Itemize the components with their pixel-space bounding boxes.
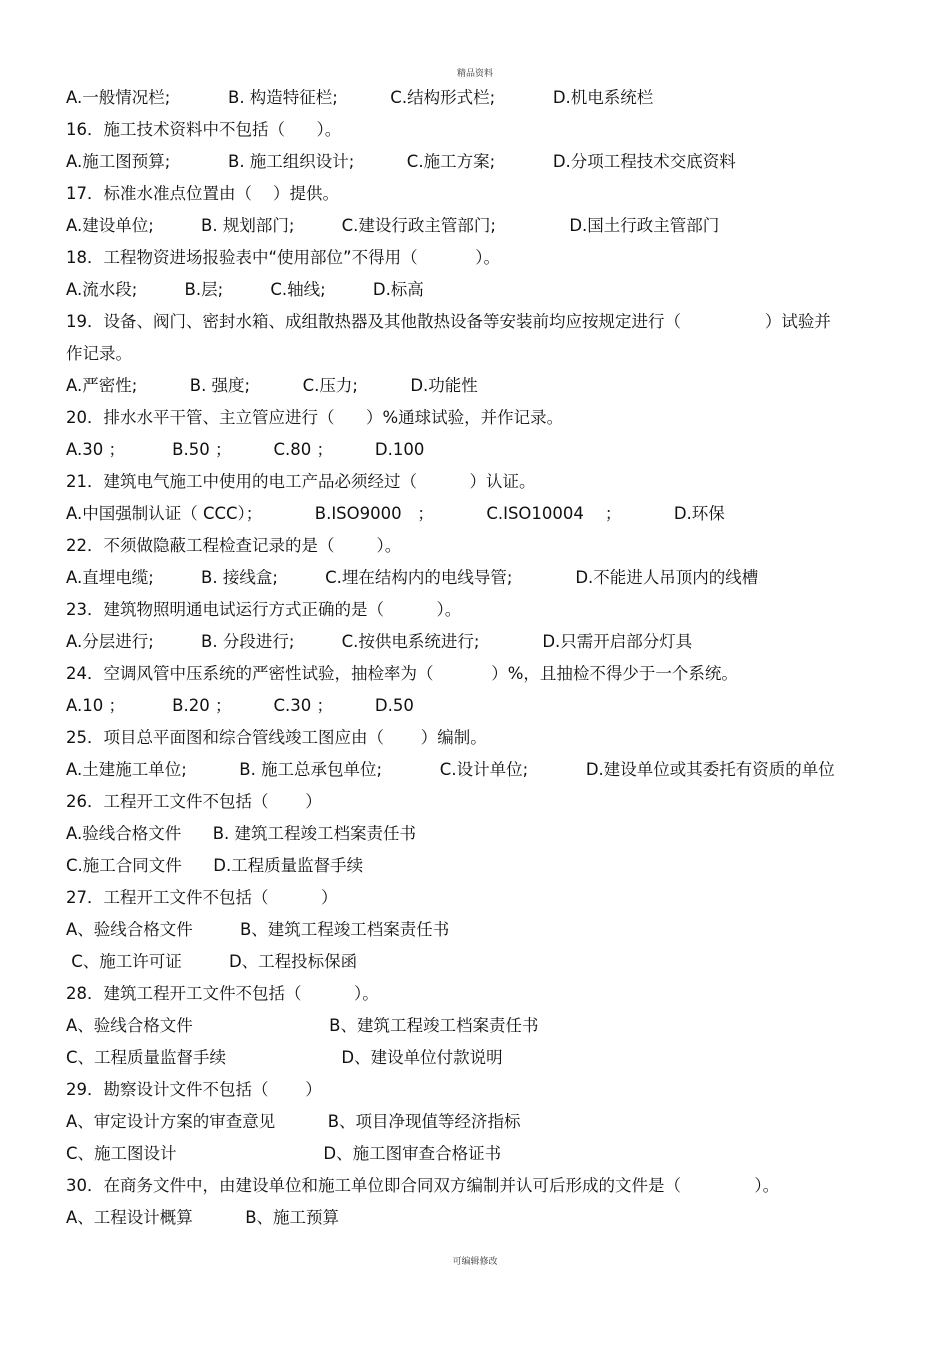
text-line: A.中国强制认证（ CCC）； B.ISO9000 ； C.ISO10004 ； D.环保 — [66, 504, 725, 523]
question-27: 27．工程开工文件不包括（ ） — [66, 888, 338, 907]
question-28: 28．建筑工程开工文件不包括（ ）。 — [66, 984, 379, 1003]
text-line: A.流水段; B.层; C.轴线; D.标高 — [66, 280, 424, 299]
page-footer: 可编辑修改 — [452, 1257, 498, 1267]
question-19: 19．设备、阀门、密封水箱、成组散热器及其他散热设备等安装前均应按规定进行（ ）试验并 — [66, 312, 831, 331]
text-line: A.土建施工单位; B. 施工总承包单位; C.设计单位; D.建设单位或其委托有资质的单位 — [66, 760, 835, 779]
text-line: A、验线合格文件 B、建筑工程竣工档案责任书 — [66, 1016, 539, 1035]
question-23: 23．建筑物照明通电试运行方式正确的是（ ）。 — [66, 600, 462, 619]
question-17: 17．标准水准点位置由（ ）提供。 — [66, 184, 339, 203]
text-line: A.施工图预算; B. 施工组织设计; C.施工方案; D.分项工程技术交底资料 — [66, 152, 736, 171]
question-22: 22．不须做隐蔽工程检查记录的是（ ）。 — [66, 536, 402, 555]
page-header: 精品资料 — [456, 69, 493, 79]
question-30: 30．在商务文件中，由建设单位和施工单位即合同双方编制并认可后形成的文件是（ ）。 — [66, 1176, 780, 1195]
text-line: C、工程质量监督手续 D、建设单位付款说明 — [66, 1048, 503, 1067]
question-16: 16．施工技术资料中不包括（ ）。 — [66, 120, 342, 139]
question-29: 29．勘察设计文件不包括（ ） — [66, 1080, 322, 1099]
text-line: A.分层进行; B. 分段进行; C.按供电系统进行; D.只需开启部分灯具 — [66, 632, 693, 651]
question-18: 18．工程物资进场报验表中“使用部位”不得用（ ）。 — [66, 248, 501, 267]
text-line: A、审定设计方案的审查意见 B、项目净现值等经济指标 — [66, 1112, 521, 1131]
text-line: A.一般情况栏; B. 构造特征栏; C.结构形式栏; D.机电系统栏 — [66, 88, 654, 107]
text-line: A、验线合格文件 B、建筑工程竣工档案责任书 — [66, 920, 450, 939]
text-line: A.直埋电缆; B. 接线盒; C.埋在结构内的电线导管; D.不能进人吊顶内的线槽 — [66, 568, 759, 587]
question-25: 25．项目总平面图和综合管线竣工图应由（ ）编制。 — [66, 728, 487, 747]
text-line: C.施工合同文件 D.工程质量监督手续 — [66, 856, 364, 875]
text-line: C、施工图设计 D、施工图审查合格证书 — [66, 1144, 502, 1163]
question-21: 21．建筑电气施工中使用的电工产品必须经过（ ）认证。 — [66, 472, 536, 491]
text-line: A.10 ； B.20 ； C.30 ； D.50 — [66, 696, 414, 715]
question-26: 26．工程开工文件不包括（ ） — [66, 792, 322, 811]
text-line: A.建设单位; B. 规划部门; C.建设行政主管部门; D.国土行政主管部门 — [66, 216, 720, 235]
question-20: 20．排水水平干管、主立管应进行（ ）%通球试验，并作记录。 — [66, 408, 564, 427]
question-24: 24．空调风管中压系统的严密性试验，抽检率为（ ）%，且抽检不得少于一个系统。 — [66, 664, 738, 683]
text-line: 作记录。 — [66, 344, 132, 363]
text-line: A.30 ； B.50 ； C.80 ； D.100 — [66, 440, 425, 459]
text-line: A.严密性; B. 强度; C.压力; D.功能性 — [66, 376, 478, 395]
text-line: A、工程设计概算 B、施工预算 — [66, 1208, 340, 1227]
text-line: A.验线合格文件 B. 建筑工程竣工档案责任书 — [66, 824, 417, 843]
text-line: C、施工许可证 D、工程投标保函 — [66, 952, 358, 971]
